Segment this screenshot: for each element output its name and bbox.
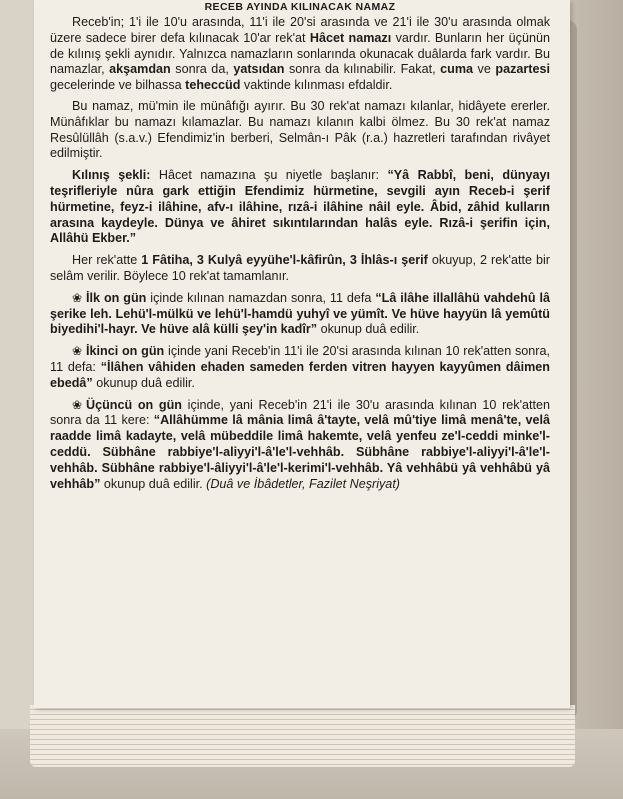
- flower-icon: ❀: [72, 344, 83, 359]
- text: sonra da,: [170, 62, 234, 77]
- text: sonra da kılınabilir. Fakat,: [284, 62, 441, 77]
- book-page-stack: [30, 705, 575, 767]
- text: okunup duâ edilir.: [317, 322, 420, 337]
- bold-text: pazartesi: [495, 62, 550, 77]
- text: ve: [473, 62, 496, 77]
- paragraph-method: [50, 168, 550, 247]
- bold-text: akşamdan: [109, 62, 171, 77]
- text: vaktinde kılınması efdaldir.: [240, 78, 393, 93]
- text: gecelerinde ve bilhassa: [50, 78, 186, 93]
- paragraph-intro: [50, 15, 550, 94]
- paragraph-description: Bu namaz, mü'min ile münâfığı ayırır. Bu 30 rek'at namazı kılanlar, hidâyete ererler. Münâfıklar bu namazı kılamazlar. Bu namazı kılanın kalbi ölmez. Bu 30 rek'at namaz Resûlüllâh (s.a.v.) Efendimiz'in berberi, Selmân-ı Pâk (r.a.) hazretleri tarafından rivâyet edilmiştir.: [50, 98, 550, 161]
- article-title: RECEB AYINDA KILINACAK NAMAZ: [204, 1, 396, 13]
- text: okuyup, 2 rek'atte bir selâm verilir. Böylece 10 rek'at tamamlanır.: [50, 253, 550, 283]
- bold-text: İlk on gün: [86, 290, 147, 305]
- bold-text: İkinci on gün: [86, 344, 165, 359]
- text: Receb'in; 1'i ile 10'u arasında, 11'i ile 20'si arasında ve 21'i ile 30'u arasında olmak üzere sadece birer defa kılınacak 10'ar rek'at: [50, 15, 550, 45]
- bold-text: Hâcet namazı: [309, 30, 392, 45]
- source-citation: (Duâ ve İbâdetler, Fazilet Neşriyat): [206, 476, 401, 491]
- paragraph-first-ten: [50, 291, 550, 338]
- text: okunup duâ edilir.: [100, 476, 207, 491]
- text: içinde kılınan namazdan sonra, 11 defa: [146, 290, 376, 305]
- paragraph-second-ten: [50, 344, 550, 391]
- text: içinde yani Receb'in 11'i ile 20'si arasında kılınan 10 rek'atten sonra, 11 defa:: [50, 344, 550, 374]
- dua-text: “Allâhümme lâ mânia limâ â'tayte, velâ mû'tiye limâ menâ'te, velâ raadde limâ kadayte, velâ mübeddile limâ hakemte, velâ yenfeu ze'l-ceddi minke'l-ceddü. Sübhâne rabbiye'l-aliyyi'l-â'le'l-vehhâb. Sübhâne rabbiye'l-aliyyi'l-â'le'l-vehhâb. Sübhâne rabbiye'l-âliyyi'l-â'le'l-kerimi'l-vehhâb. Yâ vehhâbü yâ vehhâbü yâ vehhâb”: [50, 413, 550, 491]
- paragraph-rekat: [50, 253, 550, 285]
- dua-text: “İlâhen vâhiden ehaden sameden ferden vitren hayyen kayyûmen dâimen ebedâ”: [50, 359, 550, 390]
- flower-icon: ❀: [72, 397, 83, 412]
- text: içinde, yani Receb'in 21'i ile 30'u arasında kılınan 10 rek'atten sonra da 11 kere:: [50, 397, 550, 428]
- article-content: [50, 1, 550, 498]
- text: okunup duâ edilir.: [92, 375, 195, 390]
- book-page: [34, 0, 570, 708]
- bold-text: Üçüncü on gün: [86, 397, 182, 412]
- bold-text: 1 Fâtiha, 3 Kulyâ eyyühe'l-kâfirûn, 3 İhlâs-ı şerif: [141, 253, 428, 268]
- dua-text: “Lâ ilâhe illallâhü vahdehû lâ şerike leh. Lehü'l-mülkü ve lehü'l-hamdü yuhyî ve yümît. Ve hüve hayyün lâ yemûtü biyedihi'l-hayr. Ve hüve alâ külli şey'in kadîr”: [50, 290, 550, 337]
- text: vardır. Bunların her üçünün de kılınış şekli aynıdır. Yalnızca namazların sonlarında okunacak duâlarda fark vardır. Bu namazlar,: [50, 30, 551, 77]
- paragraph-third-ten: [50, 398, 550, 493]
- method-label: Kılınış şekli:: [72, 168, 151, 183]
- text: Hâcet namazına şu niyetle başlanır:: [150, 168, 388, 183]
- niyet-text: “Yâ Rabbî, beni, dünyayı teşrifleriyle nûra gark ettiğin Efendimiz hürmetine, sevgili ayın Receb-i şerif hürmetine, feyz-i ilâhine, afv-ı ilâhine, rızâ-i ilâhine nâil eyle. Âbid, zâhid kulların arasına kaydeyle. Dünya ve âhiret sıkıntılarından halâs eyle. Rızâ-i şerifin için, Allâhü Ekber.”: [50, 168, 550, 246]
- bold-text: teheccüd: [185, 78, 241, 93]
- flower-icon: ❀: [72, 290, 83, 305]
- bold-text: cuma: [440, 62, 474, 77]
- text: Her rek'atte: [72, 253, 142, 268]
- bold-text: yatsıdan: [233, 62, 285, 77]
